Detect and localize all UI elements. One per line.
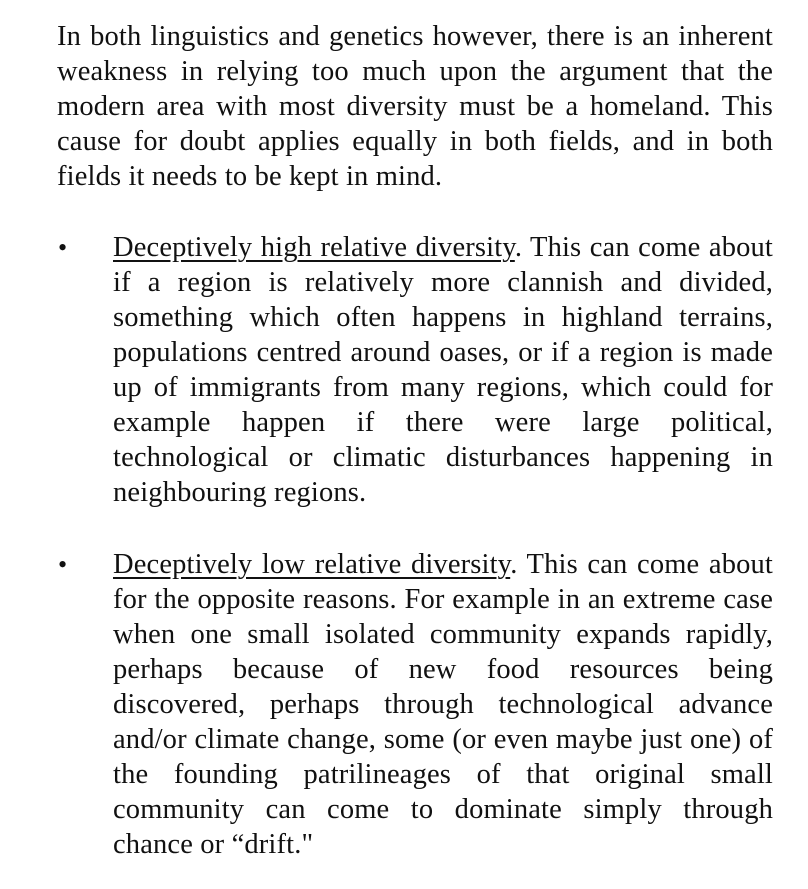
bullet-body-low-diversity: . This can come about for the opposite reasons. For example in an extreme case when one small isolated community expands rapidly, perhaps because of new food resources being discovered, perhaps through technological advance and/or climate change, some (or even maybe just one) of the founding patrilineages of that original small community can come to dominate simply through chance or “drift." — [113, 549, 773, 860]
intro-paragraph: In both linguistics and genetics however, there is an inherent weakness in relying too much upon the argument that the modern area with most diversity must be a homeland. This cause for doubt applies equally in both fields, and in both fields it needs to be kept in mind. — [57, 21, 773, 192]
bullet-marker: • — [58, 233, 68, 262]
bullet-heading-high-diversity: Deceptively high relative diversity — [113, 232, 515, 263]
bullet-text-high-diversity — [113, 230, 773, 510]
bullet-text-low-diversity — [113, 547, 773, 862]
bullet-heading-low-diversity: Deceptively low relative diversity — [113, 549, 511, 580]
bullet-body-high-diversity: . This can come about if a region is relatively more clannish and divided, something which often happens in highland terrains, populations centred around oases, or if a region is made up of immigrants from many regions, which could for example happen if there were large political, technological or climatic disturbances happening in neighbouring regions. — [113, 232, 773, 508]
bullet-marker: • — [58, 550, 68, 579]
